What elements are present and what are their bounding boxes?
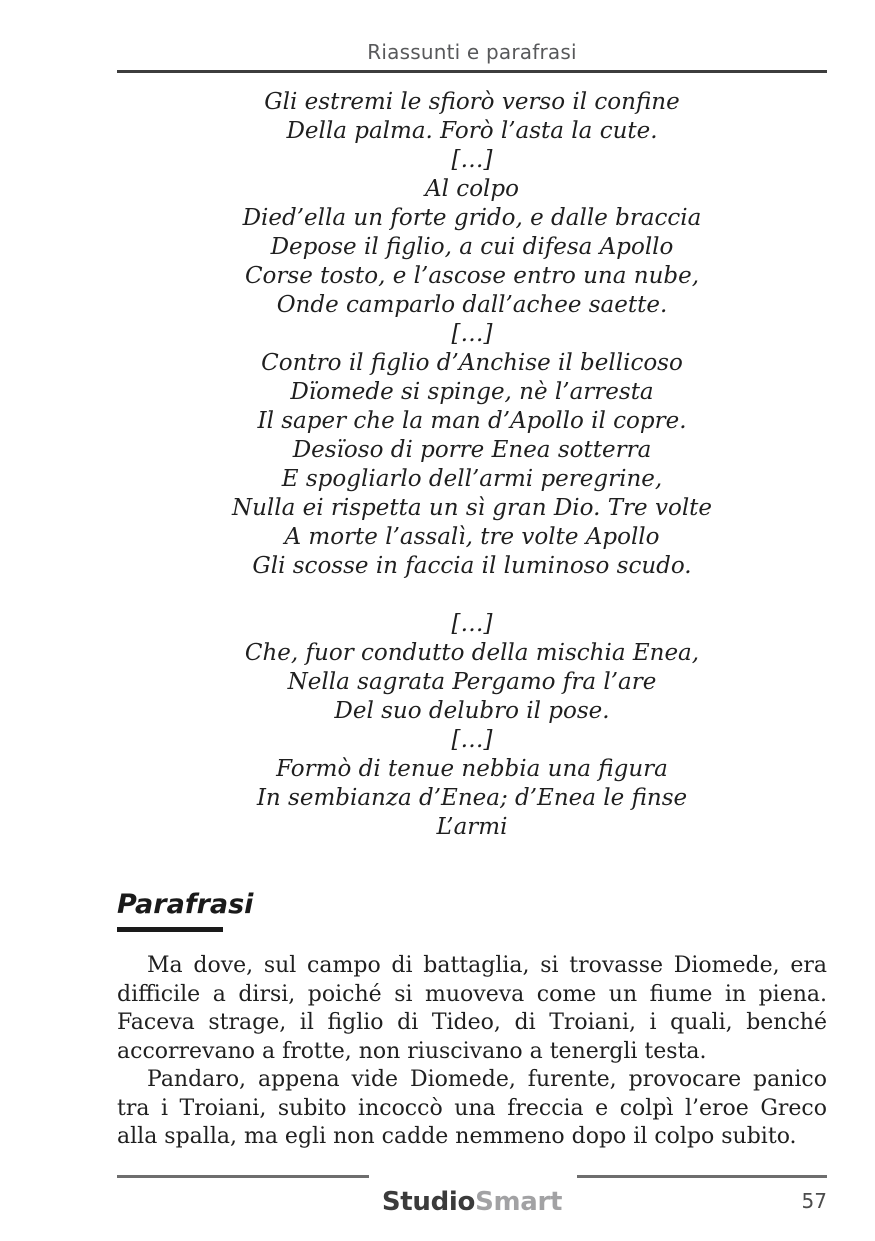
- poem-line: Al colpo: [425, 176, 519, 202]
- poem-line: Contro il figlio d’Anchise il bellicoso: [261, 350, 683, 376]
- poem-line: E spogliarlo dell’armi peregrine,: [281, 466, 663, 492]
- poem-line: L’armi: [436, 814, 508, 840]
- poem-line: Gli estremi le sfiorò verso il confine: [264, 89, 680, 115]
- logo-text-smart: Smart: [475, 1187, 563, 1217]
- poem-line: Corse tosto, e l’ascose entro una nube,: [244, 263, 700, 289]
- paragraph: Ma dove, sul campo di battaglia, si trovasse Diomede, era difficile a dirsi, poiché si muoveva come un fiume in piena. Faceva strage, il figlio di Tideo, di Troiani, i quali, benché accorrevano a frotte, non riuscivano a tenergli testa.: [117, 953, 827, 1064]
- poem-line: Desïoso di porre Enea sotterra: [292, 437, 652, 463]
- section-heading-parafrasi: Parafrasi: [117, 889, 254, 920]
- poem-line: Depose il figlio, a cui difesa Apollo: [270, 234, 674, 260]
- poem-line: Del suo delubro il pose.: [334, 698, 610, 724]
- poem-line: Died’ella un forte grido, e dalle braccia: [242, 205, 702, 231]
- paraphrase-body: [117, 952, 827, 1152]
- poem-line-omission: […]: [451, 727, 493, 753]
- poem-line: A morte l’assalì, tre volte Apollo: [284, 524, 660, 550]
- paragraph: Pandaro, appena vide Diomede, furente, provocare panico tra i Troiani, subito incoccò una freccia e colpì l’eroe Greco alla spalla, ma egli non cadde nemmeno dopo il colpo subito.: [117, 1067, 827, 1149]
- poem-line: Formò di tenue nebbia una figura: [276, 756, 668, 782]
- poem-line: Onde camparlo dall’achee saette.: [276, 292, 668, 318]
- poem-line: Gli scosse in faccia il luminoso scudo.: [252, 553, 692, 579]
- footer-rule-left: [117, 1175, 369, 1178]
- poem-line: Della palma. Forò l’asta la cute.: [286, 118, 658, 144]
- poem-line: Nella sagrata Pergamo fra l’are: [287, 669, 657, 695]
- poem-line-omission: […]: [451, 611, 493, 637]
- poem-block: [117, 88, 827, 842]
- logo-text-studio: Studio: [381, 1187, 476, 1217]
- poem-line: Il saper che la man d’Apollo il copre.: [257, 408, 687, 434]
- header-rule: [117, 70, 827, 73]
- poem-line: Nulla ei rispetta un sì gran Dio. Tre volte: [231, 495, 713, 521]
- poem-line: In sembianza d’Enea; d’Enea le finse: [256, 785, 688, 811]
- page-header-title: Riassunti e parafrasi: [367, 40, 577, 64]
- poem-line-omission: […]: [451, 147, 493, 173]
- poem-line: Che, fuor condutto della mischia Enea,: [244, 640, 700, 666]
- page-number: 57: [801, 1189, 827, 1213]
- poem-line: Dïomede si spinge, nè l’arresta: [290, 379, 654, 405]
- heading-underline: [117, 927, 223, 932]
- poem-line-omission: […]: [451, 321, 493, 347]
- poem-blank-line: [117, 581, 827, 610]
- footer-rule-right: [577, 1175, 827, 1178]
